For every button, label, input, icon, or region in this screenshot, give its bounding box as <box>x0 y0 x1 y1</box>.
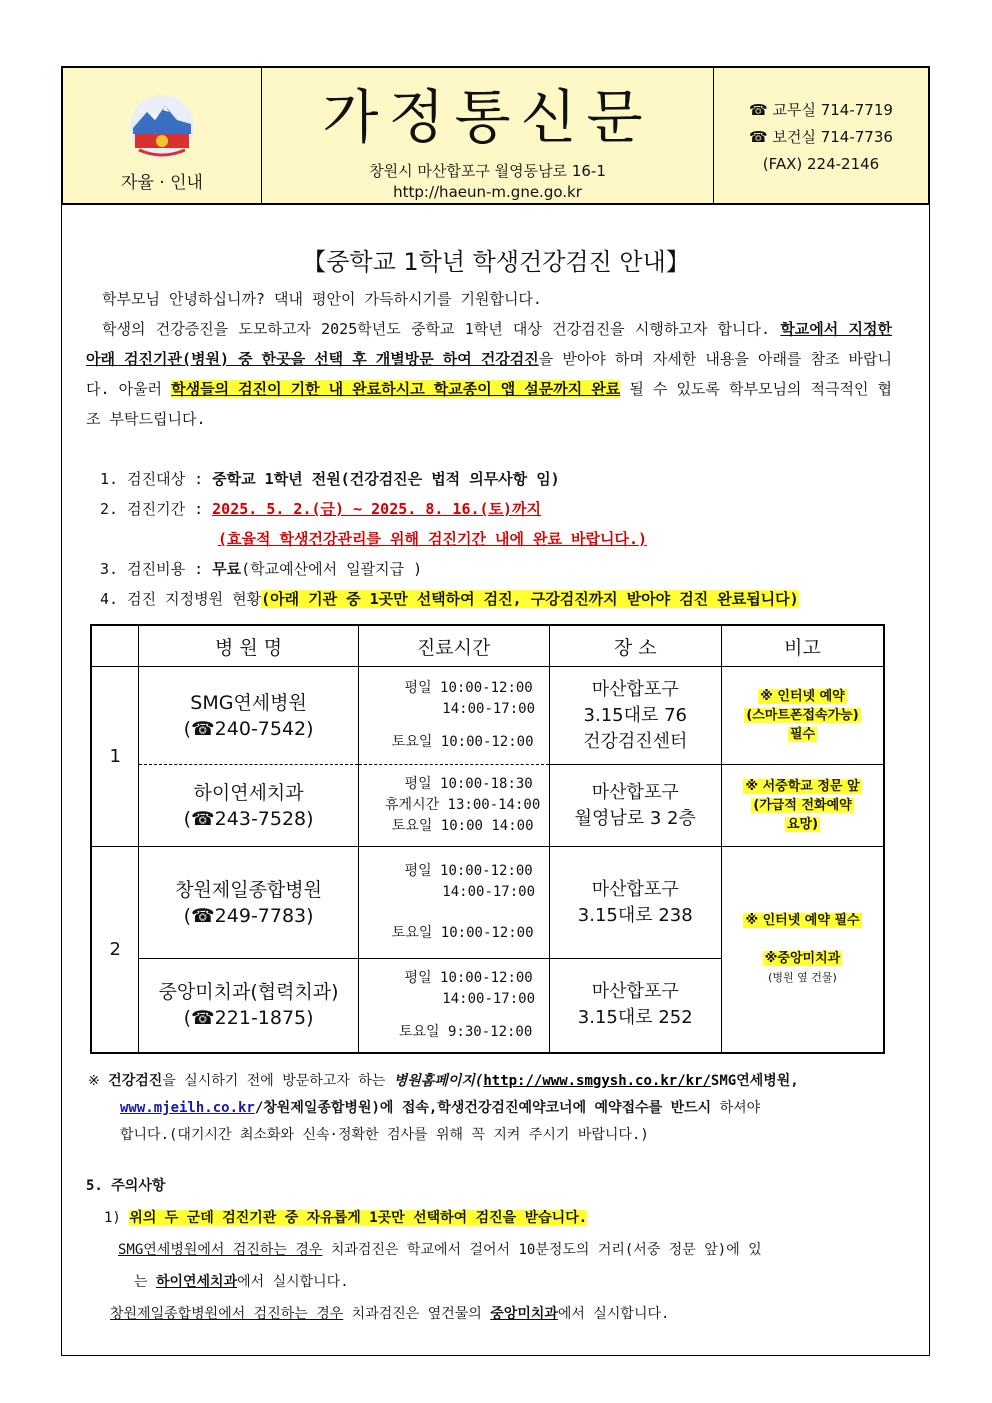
note-line-1 <box>88 1068 894 1095</box>
newsletter-title: 가정통신문 <box>322 83 653 151</box>
note-line-1: ※ 인터넷 예약 필수 <box>745 913 860 929</box>
hospital-table <box>90 624 885 1054</box>
hours-break: 휴게시간 13:00-14:00 <box>385 797 541 813</box>
table-header-row <box>91 625 884 667</box>
place-cell <box>549 959 721 1053</box>
note-keyword: 건강검진 <box>108 1073 163 1089</box>
note-cell <box>722 847 885 1053</box>
item-2-note: (효율적 학생건강관리를 위해 검진기간 내에 완료 바랍니다.) <box>218 530 648 548</box>
note-line-1: ※ 인터넷 예약 <box>760 689 845 704</box>
intro-text-a: 학생의 건강증진을 도모하고자 2025학년도 중학교 1학년 대상 건강검진을 시행하고자 합니다. <box>102 320 781 338</box>
intro-paragraph <box>86 314 892 434</box>
place-line-3: 건강검진센터 <box>583 730 688 752</box>
hospital-phone: (☎221-1875) <box>183 1007 314 1030</box>
item-2-value: 2025. 5. 2.(금) ~ 2025. 8. 16.(토)까지 <box>212 500 542 518</box>
note-line-2: (스마트폰접속가능) <box>746 708 859 723</box>
caution-item-3 <box>86 1298 892 1330</box>
caution-item-3-a: 창원제일종합병원에서 검진하는 경우 <box>110 1306 344 1322</box>
hours-afternoon: 14:00-17:00 <box>442 884 536 900</box>
item-2-label: 2. 검진기간 : <box>100 500 213 518</box>
school-address: 창원시 마산합포구 월영동남로 16-1 <box>369 162 606 180</box>
table-row <box>91 765 884 847</box>
item-2 <box>100 494 900 524</box>
place-line-2: 3.15대로 252 <box>577 1007 693 1029</box>
hospital-phone: (☎243-7528) <box>183 807 314 830</box>
hours-weekday: 평일 10:00-12:00 <box>404 863 533 879</box>
school-url[interactable]: http://haeun-m.gne.go.kr <box>393 183 582 201</box>
contact-office: ☎ 교무실 714-7719 <box>749 101 893 119</box>
hours-cell <box>358 667 549 765</box>
contact-fax: (FAX) 224-2146 <box>762 155 880 173</box>
caution-item-2-e: 에서 실시합니다. <box>237 1274 349 1290</box>
contact-health: ☎ 보건실 714-7736 <box>749 128 893 146</box>
header-middle <box>262 68 714 203</box>
smg-link[interactable]: http://www.smgysh.co.kr/kr/ <box>483 1073 711 1089</box>
mjeil-link[interactable]: www.mjeilh.co.kr <box>120 1100 255 1116</box>
caution-title: 5. 주의사항 <box>86 1178 166 1194</box>
caution-item-2-cont <box>86 1266 892 1298</box>
caution-item-2-b: 치과검진은 학교에서 걸어서 10분정도의 거리(서중 정문 앞)에 있 <box>322 1242 762 1258</box>
document-title: 【중학교 1학년 학생건강검진 안내】 <box>302 248 690 276</box>
hours-cell <box>358 765 549 847</box>
note-line-3: (병원 옆 건물) <box>768 971 837 985</box>
place-line-1: 마산합포구 <box>591 981 679 1003</box>
greeting: 학부모님 안녕하십니까? 댁내 평안이 가득하시기를 기원합니다. <box>102 290 542 308</box>
place-line-2: 3.15대로 238 <box>577 904 693 926</box>
item-1-label: 1. 검진대상 : <box>100 470 213 488</box>
hours-saturday: 토요일 10:00-12:00 <box>391 925 534 941</box>
hours-afternoon: 14:00-17:00 <box>442 701 536 717</box>
place-line-2: 3.15대로 76 <box>583 704 687 726</box>
place-line-1: 마산합포구 <box>591 878 679 900</box>
caution-item-2-a: SMG연세병원에서 검진하는 경우 <box>118 1242 323 1258</box>
note-smg: SMG연세병원, <box>710 1073 799 1089</box>
item-4-value: (아래 기관 중 1곳만 선택하여 검진, 구강검진까지 받아야 검진 완료됩니다) <box>261 590 799 608</box>
caution-item-2 <box>86 1234 892 1266</box>
school-motto: 자율 · 인내 <box>121 173 203 193</box>
item-3-value: 무료 <box>212 560 242 578</box>
header <box>61 66 930 205</box>
caution-item-3-c: 중앙미치과 <box>490 1306 558 1322</box>
header-right <box>714 68 928 203</box>
hours-saturday: 토요일 10:00 14:00 <box>391 818 534 834</box>
hospital-name-cell <box>139 667 358 765</box>
header-cell-num <box>91 625 139 667</box>
place-line-2: 월영남로 3 2층 <box>574 807 696 829</box>
hospital-phone: (☎249-7783) <box>183 904 314 927</box>
header-cell-hours: 진료시간 <box>358 625 549 667</box>
hospital-name-cell <box>139 765 358 847</box>
note-line-2: ※중앙미치과 <box>764 951 841 967</box>
hours-saturday: 토요일 10:00-12:00 <box>391 734 534 750</box>
place-cell <box>549 765 721 847</box>
item-1 <box>100 464 900 494</box>
caution-item-1-text: 위의 두 군데 검진기관 중 자유롭게 1곳만 선택하여 검진을 받습니다. <box>129 1210 588 1226</box>
intro-text-b: 학교에서 지정한 아래 검진기관(병원) 중 한곳을 선택 후 개별방문 하여 건강검진 <box>86 320 892 368</box>
place-cell <box>549 847 721 959</box>
table-row <box>91 847 884 959</box>
caution-item-2-c: 는 <box>134 1274 156 1290</box>
hours-afternoon: 14:00-17:00 <box>442 990 536 1007</box>
header-left <box>63 68 262 203</box>
item-3-rest: (학교예산에서 일괄지급 ) <box>241 560 423 578</box>
item-3-label: 3. 검진비용 : <box>100 560 213 578</box>
intro-text-c: 을 받아야 하며 자세한 내용을 아래를 참조 바랍니다. 아울러 <box>86 350 892 398</box>
group-number-1: 1 <box>91 667 139 847</box>
hospital-name: 하이연세치과 <box>193 781 304 804</box>
caution-item-3-d: 에서 실시합니다. <box>557 1306 670 1322</box>
header-cell-note: 비고 <box>722 625 885 667</box>
note-line-3: 합니다.(대기시간 최소화와 신속·정확한 검사를 위해 꼭 지켜 주시기 바랍니다.) <box>120 1127 649 1143</box>
place-line-1: 마산합포구 <box>591 781 679 803</box>
place-cell <box>549 667 721 765</box>
note-text-f: /창원제일종합병원)에 접속,학생건강검진예약코너에 예약접수를 반드시 <box>254 1100 712 1116</box>
hours-saturday: 토요일 9:30-12:00 <box>399 1023 533 1040</box>
note-line-2 <box>88 1095 894 1122</box>
contact-list <box>714 97 928 178</box>
note-line-1: ※ 서중학교 정문 앞 <box>745 779 860 794</box>
item-4-label: 4. 검진 지정병원 현황 <box>100 590 262 608</box>
caution-item-2-d: 하이연세치과 <box>155 1274 238 1290</box>
school-logo <box>129 94 195 160</box>
hours-cell <box>358 959 549 1053</box>
note-line-3: 요망) <box>786 817 819 832</box>
hospital-phone: (☎240-7542) <box>183 717 314 740</box>
intro-text-e: 될 수 있도록 학부모님의 적극적인 협조 부탁드립니다. <box>86 380 892 428</box>
intro-text-d: 학생들의 검진이 기한 내 완료하시고 학교종이 앱 설문까지 완료 <box>171 380 621 398</box>
caution-item-3-b: 치과검진은 옆건물의 <box>343 1306 491 1322</box>
note-mark: ※ <box>88 1073 109 1089</box>
item-1-value: 중학교 1학년 전원(건강검진은 법적 의무사항 임) <box>212 470 560 488</box>
note-homepage: 병원홈페이지( <box>393 1073 484 1089</box>
header-cell-place: 장 소 <box>549 625 721 667</box>
info-list <box>100 464 900 614</box>
caution-section <box>86 1170 892 1330</box>
hours-cell <box>358 847 549 959</box>
hours-weekday: 평일 10:00-12:00 <box>404 969 533 986</box>
note-line-2: (가급적 전화예약 <box>753 798 852 813</box>
hospital-name: 중앙미치과(협력치과) <box>158 981 339 1004</box>
note-text: 을 실시하기 전에 방문하고자 하는 <box>162 1073 394 1089</box>
header-cell-name: 병 원 명 <box>139 625 358 667</box>
table-row <box>91 667 884 765</box>
item-3 <box>100 554 900 584</box>
hours-weekday: 평일 10:00-18:30 <box>404 776 533 792</box>
hospital-name-cell <box>139 847 358 959</box>
caution-num: 1) <box>104 1210 130 1226</box>
note-line-3: 필수 <box>789 727 816 742</box>
caution-item-1 <box>86 1202 892 1234</box>
item-2-note-row <box>100 524 900 554</box>
hospital-name: 창원제일종합병원 <box>175 878 322 901</box>
note-text-g: 하셔야 <box>711 1100 761 1116</box>
hospital-name-cell <box>139 959 358 1053</box>
item-4 <box>100 584 900 614</box>
note-cell <box>722 765 885 847</box>
reservation-note <box>88 1068 894 1149</box>
group-number-2: 2 <box>91 847 139 1053</box>
place-line-1: 마산합포구 <box>591 678 679 700</box>
hours-weekday: 평일 10:00-12:00 <box>404 680 533 696</box>
hospital-name: SMG연세병원 <box>190 691 307 714</box>
note-cell <box>722 667 885 765</box>
